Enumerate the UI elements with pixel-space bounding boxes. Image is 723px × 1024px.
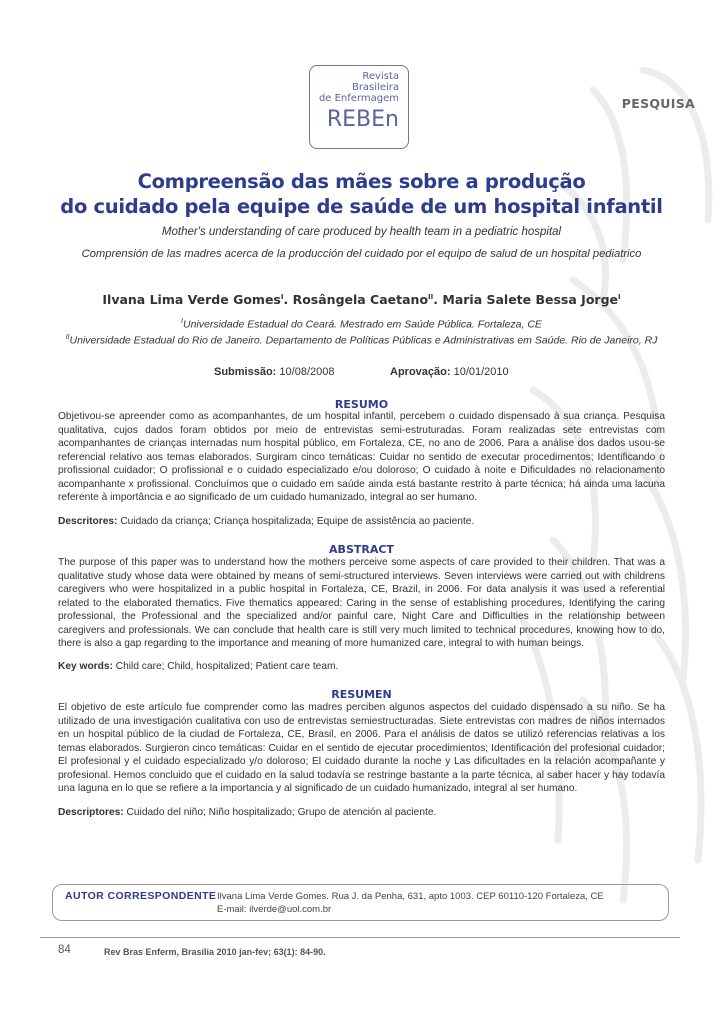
logo-line-brasileira: Brasileira <box>351 82 399 93</box>
logo-line-enfermagem: de Enfermagem <box>318 93 399 104</box>
resumen-heading: RESUMEN <box>331 688 392 701</box>
author-3-sup: I <box>618 292 621 301</box>
resumen-keywords-label: Descriptores: <box>58 807 124 818</box>
author-1-sup: I <box>280 292 284 301</box>
resumo-keywords-text: Cuidado da criança; Criança hospitalizada; Equipe de assistência ao paciente. <box>120 516 475 527</box>
affiliation-2-text: Universidade Estadual do Rio de Janeiro. Departamento de Políticas Públicas e Administrativas em Saúde. Rio de Janeiro, RJ <box>69 334 658 347</box>
resumo-body: Objetivou-se apreender como as acompanhantes, de um hospital infantil, percebem o cuidado dispensado à sua criança. Pesquisa qualitativa, cujos dados foram obtidos por meio de entrevistas semi-estruturadas. Foram realizadas sete entrevistas com acompanhantes de crianças internadas num hospital público, em Fortaleza, CE, no ano de 2006. Para a análise dos dados usou-se referencial relativo aos temas elaborados. Surgiram cinco temáticas: Cuidar no sentido de executar procedimentos; Identificando o profissional cuidador; O profissional e o cuidado especializado e/ou doloroso; O cuidado à noite e Dificuldades no relacionamento acompanhante x profissional. Concluímos que o cuidado em saúde ainda está bastante restrito à parte técnica; há ainda uma lacuna referente à importância e ao significado de um cuidado humanizado, integral ao ser humano. <box>58 411 665 503</box>
author-list: Ilvana Lima Verde Gomes$^I$. Rosângela Caetano$^{II}$. Maria Salete Bessa Jorge$^I$ <box>102 292 621 307</box>
submission-date <box>214 366 334 378</box>
approval-value: 10/01/2010 <box>453 366 509 378</box>
corresponding-author-box <box>52 884 669 921</box>
resumen-keywords-text: Cuidado del niño; Niño hospitalizado; Grupo de atención al paciente. <box>126 807 437 818</box>
page-number: 84 <box>58 944 71 956</box>
submission-value: 10/08/2008 <box>279 366 335 378</box>
corresponding-author-details <box>217 890 604 916</box>
resumen-body: El objetivo de este artículo fue comprender como las madres perciben algunos aspectos del cuidado dispensado a su niño. Se ha utilizado de una investigación cualitativa con uso de entrevistas semiestructuradas. Siete entrevistas con madres de niños internados en un hospital público de la ciudad de Fortaleza, CE, Brasil, en 2006. Para el análisis de datos se utilizó referencias relativas a los temas elaborados. Surgieron cinco temáticas: Cuidar en el sentido de ejecutar procedimientos; Identificación del profesional cuidador; El profesional y el cuidado especializado y/o doloroso; El cuidado durante la noche y Las dificultades en la relación acompañante y profesional. Hemos concluido que el cuidado en la salud todavía se restringe bastante a la parte técnica, al saber hacer y hay todavía una laguna en lo que se refiere a la importancia y al significado de un cuidado humanizado, integral al ser humano. <box>58 702 665 794</box>
corresponding-author-label: AUTOR CORRESPONDENTE <box>65 890 217 902</box>
resumo-keywords <box>58 516 665 527</box>
abstract-keywords-label: Key words: <box>58 661 113 672</box>
title-line-1: Compreensão das mães sobre a produção <box>137 170 586 193</box>
submission-label: Submissão: <box>214 366 277 378</box>
title-spanish: Comprensión de las madres acerca de la producción del cuidado por el equipo de salud de un hospital pediatrico <box>81 248 642 260</box>
author-1: Ilvana Lima Verde Gomes <box>102 292 281 307</box>
resumen-keywords <box>58 807 665 818</box>
corresponding-author-email[interactable]: E-mail: ilverde@uol.com.br <box>217 904 332 915</box>
journal-logo <box>309 65 409 149</box>
journal-citation: Rev Bras Enferm, Brasília 2010 jan-fev; 63(1): 84-90. <box>104 947 326 957</box>
logo-acronym: REBEn <box>326 107 399 132</box>
abstract-heading: ABSTRACT <box>329 543 394 556</box>
author-2: Rosângela Caetano <box>292 292 429 307</box>
resumo-keywords-label: Descritores: <box>58 516 118 527</box>
resumo-heading: RESUMO <box>334 398 389 411</box>
logo-line-revista: Revista <box>362 71 399 82</box>
abstract-body: The purpose of this paper was to understand how the mothers perceive some aspects of care provided to their children. That was a qualitative study whose data were obtained by means of semi-structured interviews. Seven interviews were carried out with childrens caregivers who were hospitalized in a public hospital in Fortaleza, CE, Brazil, in 2006. For data analysis it was used a referential related to the elaborated thematics. Five thematics appeared: Caring in the sense of establishing procedures, Identifying the caring professional, the Professional and the specialized and/or painful care, Night Care and Difficulties in the relationship between caregivers and professionals. We can conclude that health care is still very much limited to technical procedures, knowing how to do, there is also a gap regarding to the importance and meaning of more humanized care, integral to with human beings. <box>58 557 665 649</box>
corresponding-author-address: Ilvana Lima Verde Gomes. Rua J. da Penha, 631, apto 1003. CEP 60110-120 Fortaleza, CE <box>217 891 604 902</box>
abstract-keywords <box>58 661 665 672</box>
affiliation-2 <box>0 334 723 347</box>
author-3: Maria Salete Bessa Jorge <box>442 292 618 307</box>
affiliation-1-sup: I <box>181 318 183 325</box>
approval-date <box>390 366 509 378</box>
title-line-2: do cuidado pela equipe de saúde de um hospital infantil <box>60 195 663 218</box>
affiliation-1 <box>0 318 723 331</box>
abstract-keywords-text: Child care; Child, hospitalized; Patient care team. <box>115 661 339 672</box>
affiliation-1-text: Universidade Estadual do Ceará. Mestrado em Saúde Pública. Fortaleza, CE <box>183 318 542 331</box>
approval-label: Aprovação: <box>390 366 451 378</box>
author-2-sup: II <box>428 292 434 301</box>
affiliation-2-sup: II <box>65 334 70 341</box>
section-label: PESQUISA <box>621 96 695 111</box>
footer-rule <box>40 937 680 938</box>
title-english: Mother's understanding of care produced by health team in a pediatric hospital <box>161 226 562 238</box>
